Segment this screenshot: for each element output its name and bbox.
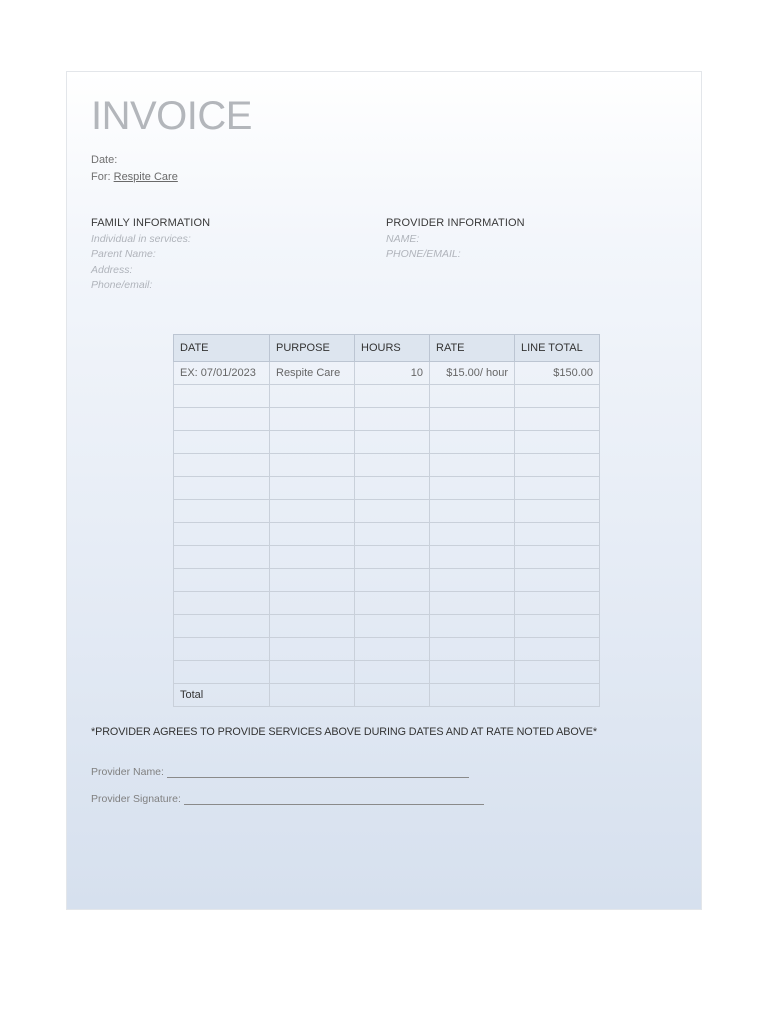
cell-purpose: [270, 684, 355, 707]
cell-purpose[interactable]: [270, 546, 355, 569]
cell-date[interactable]: [174, 385, 270, 408]
cell-line-total[interactable]: [515, 546, 600, 569]
cell-purpose[interactable]: [270, 592, 355, 615]
cell-line-total[interactable]: [515, 454, 600, 477]
cell-rate[interactable]: [430, 546, 515, 569]
total-hours-cell[interactable]: [355, 684, 430, 707]
cell-line-total[interactable]: [515, 615, 600, 638]
col-header-purpose: PURPOSE: [270, 335, 355, 362]
col-header-line-total: LINE TOTAL: [515, 335, 600, 362]
provider-name-line: [91, 766, 469, 778]
cell-rate[interactable]: [430, 431, 515, 454]
cell-rate[interactable]: [430, 592, 515, 615]
cell-line-total[interactable]: [515, 431, 600, 454]
cell-date[interactable]: [174, 523, 270, 546]
cell-purpose[interactable]: [270, 431, 355, 454]
cell-hours[interactable]: [355, 569, 430, 592]
cell-purpose[interactable]: [270, 408, 355, 431]
cell-rate: [430, 684, 515, 707]
cell-hours[interactable]: [355, 477, 430, 500]
total-label: Total: [174, 684, 270, 707]
cell-date[interactable]: [174, 615, 270, 638]
cell-purpose[interactable]: [270, 500, 355, 523]
cell-rate[interactable]: $15.00/ hour: [430, 362, 515, 385]
cell-line-total[interactable]: [515, 638, 600, 661]
date-label: Date:: [91, 154, 118, 166]
table-row: [174, 638, 600, 661]
provider-signature-line: [91, 793, 484, 805]
for-line: [91, 171, 178, 183]
table-row: [174, 592, 600, 615]
for-label: For:: [91, 171, 111, 183]
cell-hours[interactable]: [355, 500, 430, 523]
provider-signature-field[interactable]: [184, 794, 484, 805]
total-amount-cell[interactable]: [515, 684, 600, 707]
cell-rate[interactable]: [430, 385, 515, 408]
col-header-hours: HOURS: [355, 335, 430, 362]
cell-purpose[interactable]: [270, 385, 355, 408]
cell-purpose[interactable]: Respite Care: [270, 362, 355, 385]
cell-hours[interactable]: [355, 454, 430, 477]
cell-line-total[interactable]: [515, 592, 600, 615]
cell-purpose[interactable]: [270, 569, 355, 592]
cell-date[interactable]: [174, 454, 270, 477]
table-row: [174, 431, 600, 454]
cell-rate[interactable]: [430, 615, 515, 638]
table-row: [174, 661, 600, 684]
cell-date[interactable]: [174, 408, 270, 431]
cell-line-total[interactable]: $150.00: [515, 362, 600, 385]
date-line: [91, 154, 117, 166]
cell-date[interactable]: [174, 477, 270, 500]
cell-date[interactable]: [174, 592, 270, 615]
col-header-rate: RATE: [430, 335, 515, 362]
table-total-row: [174, 684, 600, 707]
cell-rate[interactable]: [430, 408, 515, 431]
table-row: [174, 615, 600, 638]
cell-line-total[interactable]: [515, 523, 600, 546]
cell-hours[interactable]: [355, 523, 430, 546]
table-row: [174, 385, 600, 408]
cell-line-total[interactable]: [515, 500, 600, 523]
family-field-individual: Individual in services:: [91, 233, 191, 245]
table-row: [174, 523, 600, 546]
cell-rate[interactable]: [430, 569, 515, 592]
cell-line-total[interactable]: [515, 569, 600, 592]
cell-date[interactable]: [174, 546, 270, 569]
cell-date[interactable]: [174, 569, 270, 592]
cell-rate[interactable]: [430, 454, 515, 477]
cell-purpose[interactable]: [270, 638, 355, 661]
cell-hours[interactable]: [355, 615, 430, 638]
table-row: [174, 362, 600, 385]
cell-rate[interactable]: [430, 638, 515, 661]
cell-rate[interactable]: [430, 523, 515, 546]
provider-field-phone-email: PHONE/EMAIL:: [386, 248, 461, 260]
col-header-date: DATE: [174, 335, 270, 362]
table-row: [174, 500, 600, 523]
family-field-address: Address:: [91, 264, 133, 276]
cell-rate[interactable]: [430, 500, 515, 523]
cell-line-total[interactable]: [515, 661, 600, 684]
table-row: [174, 408, 600, 431]
cell-date[interactable]: [174, 431, 270, 454]
cell-hours[interactable]: [355, 661, 430, 684]
table-row: [174, 569, 600, 592]
family-field-parent-name: Parent Name:: [91, 248, 156, 260]
cell-hours[interactable]: [355, 431, 430, 454]
cell-hours[interactable]: 10: [355, 362, 430, 385]
cell-hours[interactable]: [355, 638, 430, 661]
line-items-table: [173, 334, 600, 707]
provider-field-name: NAME:: [386, 233, 420, 245]
provider-signature-label: Provider Signature:: [91, 793, 181, 805]
cell-date[interactable]: [174, 500, 270, 523]
cell-date[interactable]: [174, 661, 270, 684]
family-field-phone-email: Phone/email:: [91, 279, 153, 291]
invoice-sheet: [66, 71, 702, 910]
cell-rate[interactable]: [430, 477, 515, 500]
provider-agreement-notice: *PROVIDER AGREES TO PROVIDE SERVICES ABOVE DURING DATES AND AT RATE NOTED ABOVE*: [91, 726, 597, 738]
cell-purpose[interactable]: [270, 477, 355, 500]
cell-purpose[interactable]: [270, 523, 355, 546]
cell-line-total[interactable]: [515, 477, 600, 500]
cell-hours[interactable]: [355, 592, 430, 615]
family-info-heading: FAMILY INFORMATION: [91, 217, 211, 229]
cell-purpose[interactable]: [270, 454, 355, 477]
table-header-row: [174, 335, 600, 362]
cell-line-total[interactable]: [515, 385, 600, 408]
cell-date[interactable]: EX: 07/01/2023: [174, 362, 270, 385]
provider-name-field[interactable]: [167, 767, 469, 778]
cell-date[interactable]: [174, 638, 270, 661]
cell-rate[interactable]: [430, 661, 515, 684]
provider-name-label: Provider Name:: [91, 766, 164, 778]
table-row: [174, 454, 600, 477]
cell-line-total[interactable]: [515, 408, 600, 431]
provider-info-heading: PROVIDER INFORMATION: [386, 217, 525, 229]
cell-hours[interactable]: [355, 546, 430, 569]
invoice-title: INVOICE: [91, 94, 252, 138]
cell-purpose[interactable]: [270, 661, 355, 684]
table-row: [174, 546, 600, 569]
table-row: [174, 477, 600, 500]
cell-hours[interactable]: [355, 408, 430, 431]
cell-purpose[interactable]: [270, 615, 355, 638]
for-value: Respite Care: [113, 171, 178, 183]
cell-hours[interactable]: [355, 385, 430, 408]
